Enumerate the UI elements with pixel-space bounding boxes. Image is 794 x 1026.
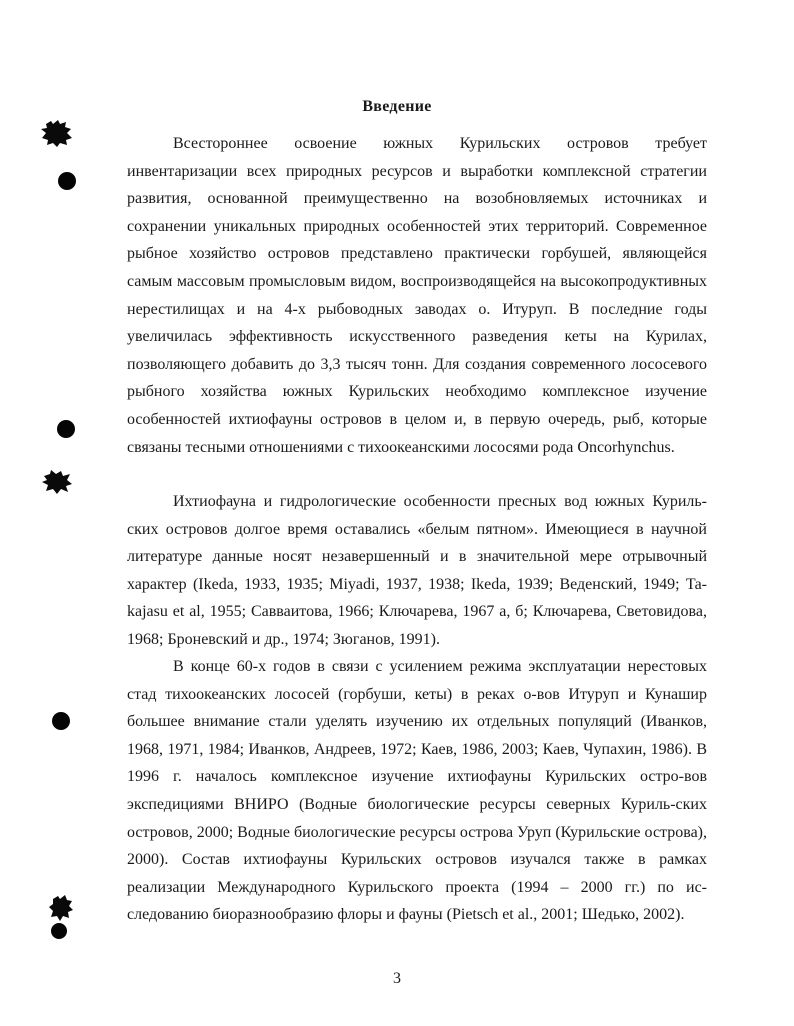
paragraph-3: В конце 60-х годов в связи с усилением режима эксплуатации нерестовых стад тихоокеанских лососей (горбуши, кеты) в реках о-вов Итуруп и Кунашир большее внимание стали уделять изучению их отдельных популяций (Иванков, 1968, 1971, 1984; Иванков, Андреев, 1972; Каев, 1986, 2003; Каев, Чупахин, 1986). В 1996 г. началось комплексное изучение ихтиофауны Курильских остро-вов экспедициями ВНИРО (Водные биологические ресурсы северных Куриль-ских островов, 2000; Водные биологические ресурсы острова Уруп (Курильские острова), 2000). Состав ихтиофауны Курильских островов изучался также в рамках реализации Международного Курильского проекта (1994 – 2000 гг.) по исследованию биоразнообразию флоры и фауны (Pietsch et al., 2001; Шедько, 2002). (127, 658, 707, 924)
punch-hole-1 (58, 172, 76, 190)
page-title: Введение (362, 98, 432, 115)
paragraph-1: Всестороннее освоение южных Курильских островов требует инвентаризации всех природных ресурсов и выработки комплексной стратегии развития, основанной преимущественно на возобновляемых источниках и сохранении уникальных природных особенностей этих территорий. Современное рыбное хозяйство островов представлено практически горбушей, являющейся самым массовым промысловым видом, воспроизводящейся на высокопродуктивных нерестилищах и на 4-х рыбоводных заводах о. Итуруп. В последние годы увеличилась эффективность искусственного разведения кеты на Курилах, позволяющего добавить до 3,3 тысяч тонн. Для создания современного лососевого рыбного хозяйства южных Курильских необходимо комплексное изучение особенностей ихтиофауны островов в целом и, в первую очередь, рыб, которые связаны тесными отношениями с тихоокеанскими лососями рода Oncorhynchus. (127, 135, 707, 456)
page-number: 3 (393, 970, 401, 987)
ink-blot-icon (48, 893, 74, 923)
paragraph-2: Ихтиофауна и гидрологические особенности пресных вод южных Курильских островов долгое время оставались «белым пятном». Имеющиеся в научной литературе данные носят незавершенный и в значительной мере отрывочный характер (Ikeda, 1933, 1935; Miyadi, 1937, 1938; Ikeda, 1939; Веденский, 1949; Takajasu et al, 1955; Савваитова, 1966; Ключарева, 1967 а, б; Ключарева, Световидова, 1968; Броневский и др., 1974; Зюганов, 1991). (127, 493, 707, 648)
ink-blot-icon (41, 468, 73, 496)
punch-hole-3 (52, 712, 70, 730)
ink-blot-icon (40, 118, 74, 148)
punch-hole-2 (57, 420, 75, 438)
punch-hole-4 (51, 923, 67, 939)
